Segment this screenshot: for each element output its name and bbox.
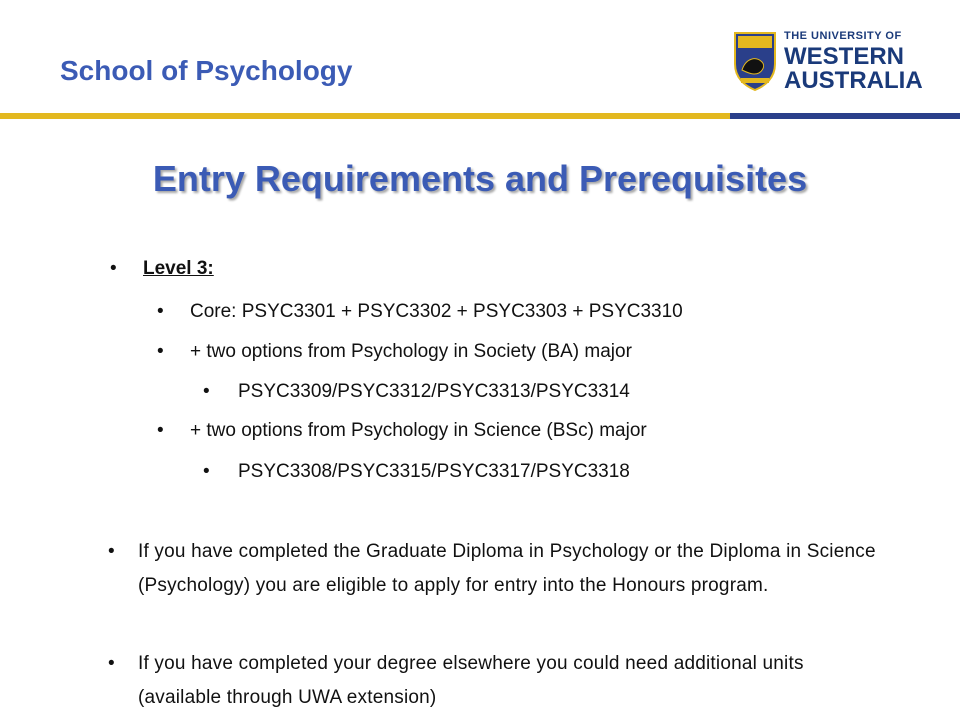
uwa-logo bbox=[728, 28, 928, 94]
crest-icon bbox=[732, 30, 778, 92]
society-units: PSYC3309/PSYC3312/PSYC3313/PSYC3314 bbox=[238, 381, 630, 402]
logo-line-1: THE UNIVERSITY OF bbox=[784, 30, 902, 42]
elsewhere-note: If you have completed your degree elsewhere you could need additional units (available through UWA extension) bbox=[138, 653, 804, 708]
bullet: • bbox=[110, 258, 117, 279]
bullet: • bbox=[203, 461, 210, 482]
bullet: • bbox=[108, 541, 115, 562]
bullet: • bbox=[157, 341, 164, 362]
school-title: School of Psychology bbox=[60, 55, 353, 86]
science-option: + two options from Psychology in Science (BSc) major bbox=[190, 420, 647, 441]
core-units: Core: PSYC3301 + PSYC3302 + PSYC3303 + PSYC3310 bbox=[190, 301, 683, 322]
header-rule-gold bbox=[0, 113, 730, 119]
header-rule-blue bbox=[730, 113, 960, 119]
level3-heading: Level 3: bbox=[143, 258, 214, 279]
society-option: + two options from Psychology in Society (BA) major bbox=[190, 341, 632, 362]
science-units: PSYC3308/PSYC3315/PSYC3317/PSYC3318 bbox=[238, 461, 630, 482]
bullet: • bbox=[157, 420, 164, 441]
page-title: Entry Requirements and Prerequisites bbox=[152, 158, 808, 199]
bullet: • bbox=[203, 381, 210, 402]
logo-line-3: AUSTRALIA bbox=[784, 67, 923, 94]
logo-line-2: WESTERN bbox=[784, 43, 904, 70]
diploma-note: If you have completed the Graduate Diploma in Psychology or the Diploma in Science (Psychology) you are eligible to apply for entry into the Honours program. bbox=[138, 541, 876, 596]
bullet: • bbox=[108, 653, 115, 674]
bullet: • bbox=[157, 301, 164, 322]
